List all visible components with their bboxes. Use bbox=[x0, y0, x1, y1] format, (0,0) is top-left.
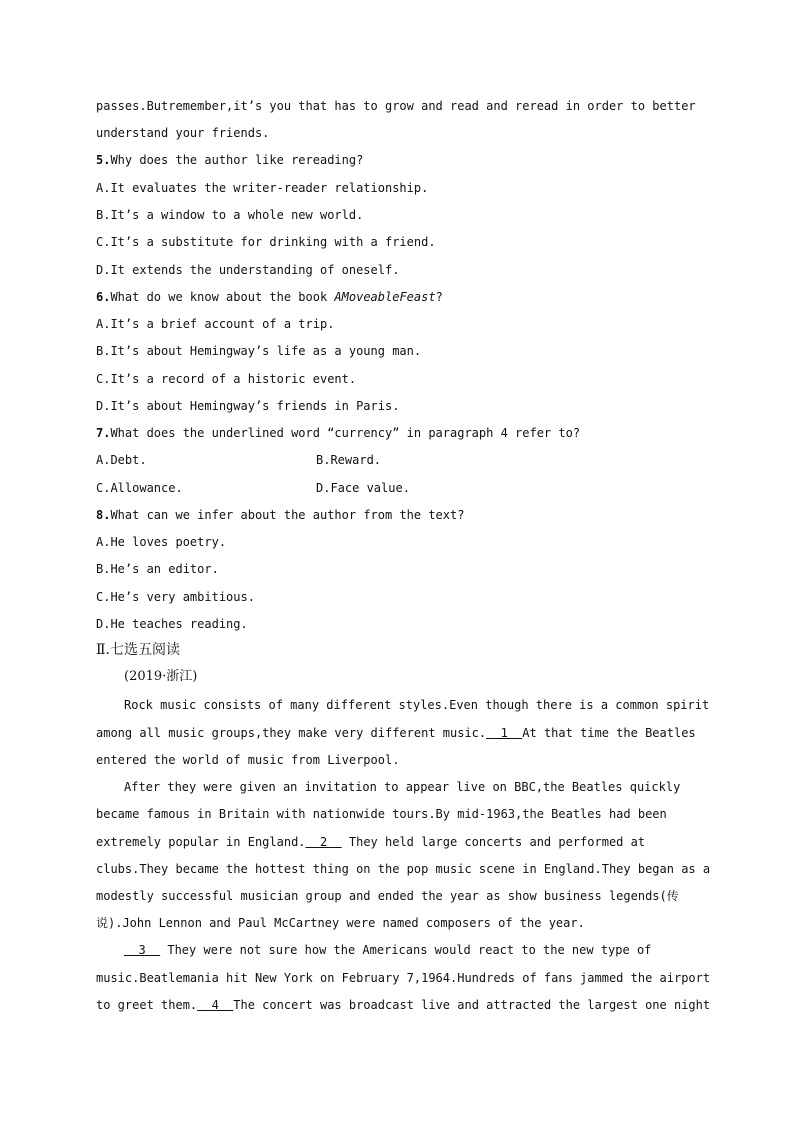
passage-line: clubs.They became the hottest thing on the pop music scene in England.They began as a bbox=[96, 862, 711, 876]
blank-2: 2 bbox=[305, 835, 342, 849]
option: B.It’s a window to a whole new world. bbox=[96, 208, 364, 222]
question-number: 8. bbox=[96, 508, 111, 522]
option: D.It extends the understanding of oneself. bbox=[96, 263, 400, 277]
question-stem-end: ? bbox=[435, 290, 443, 304]
passage-line: understand your friends. bbox=[96, 126, 270, 140]
option-row bbox=[96, 452, 382, 468]
option: C.It’s a record of a historic event. bbox=[96, 372, 357, 386]
passage-line: Rock music consists of many different styles.Even though there is a common spirit bbox=[124, 698, 710, 712]
passage-line: entered the world of music from Liverpool. bbox=[96, 753, 400, 767]
source-note: (2019·浙江) bbox=[124, 669, 198, 684]
passage-line: became famous in Britain with nationwide tours.By mid-1963,the Beatles had been bbox=[96, 807, 667, 821]
option: B.It’s about Hemingway’s life as a young man. bbox=[96, 344, 422, 358]
question-8 bbox=[96, 507, 464, 523]
option: A.Debt. bbox=[96, 453, 147, 467]
passage-line: 说).John Lennon and Paul McCartney were named composers of the year. bbox=[96, 916, 585, 930]
option: A.He loves poetry. bbox=[96, 535, 227, 549]
question-stem: What can we infer about the author from the text? bbox=[110, 508, 465, 522]
question-number: 7. bbox=[96, 426, 111, 440]
option: C.He’s very ambitious. bbox=[96, 590, 255, 604]
passage-text: They were not sure how the Americans would react to the new type of bbox=[160, 943, 652, 957]
option: C.Allowance. bbox=[96, 481, 183, 495]
question-stem: Why does the author like rereading? bbox=[110, 153, 364, 167]
section-heading: Ⅱ.七选五阅读 bbox=[96, 642, 180, 658]
blank-3: 3 bbox=[124, 943, 161, 957]
blank-4: 4 bbox=[197, 998, 234, 1012]
passage-text: to greet them. bbox=[96, 998, 198, 1012]
option: D.He teaches reading. bbox=[96, 617, 248, 631]
passage-line: music.Beatlemania hit New York on February 7,1964.Hundreds of fans jammed the airport bbox=[96, 971, 711, 985]
passage-text: They held large concerts and performed at bbox=[341, 835, 646, 849]
passage-line bbox=[96, 834, 645, 850]
option: C.It’s a substitute for drinking with a friend. bbox=[96, 235, 436, 249]
passage-text: At that time the Beatles bbox=[522, 726, 696, 740]
passage-line bbox=[96, 997, 710, 1013]
question-5 bbox=[96, 152, 363, 168]
option: A.It evaluates the writer-reader relationship. bbox=[96, 181, 429, 195]
passage-text: The concert was broadcast live and attracted the largest one night bbox=[233, 998, 711, 1012]
question-7 bbox=[96, 425, 580, 441]
option: A.It’s a brief account of a trip. bbox=[96, 317, 335, 331]
passage-text: extremely popular in England. bbox=[96, 835, 306, 849]
question-stem: What do we know about the book bbox=[110, 290, 335, 304]
option: B.He’s an editor. bbox=[96, 562, 219, 576]
option: D.Face value. bbox=[316, 481, 410, 495]
passage-line: modestly successful musician group and ended the year as show business legends(传 bbox=[96, 889, 679, 903]
question-number: 5. bbox=[96, 153, 111, 167]
passage-line bbox=[96, 725, 696, 741]
passage-line: passes.Butremember,it’s you that has to grow and read and reread in order to better bbox=[96, 99, 696, 113]
passage-line: After they were given an invitation to appear live on BBC,the Beatles quickly bbox=[124, 780, 681, 794]
blank-1: 1 bbox=[486, 726, 523, 740]
question-6 bbox=[96, 289, 443, 305]
option-row bbox=[96, 480, 410, 496]
question-stem: What does the underlined word “currency” in paragraph 4 refer to? bbox=[110, 426, 581, 440]
book-title: AMoveableFeast bbox=[334, 290, 436, 304]
passage-line bbox=[124, 942, 651, 958]
option: D.It’s about Hemingway’s friends in Paris. bbox=[96, 399, 400, 413]
passage-text: among all music groups,they make very different music. bbox=[96, 726, 487, 740]
question-number: 6. bbox=[96, 290, 111, 304]
option: B.Reward. bbox=[316, 453, 382, 467]
